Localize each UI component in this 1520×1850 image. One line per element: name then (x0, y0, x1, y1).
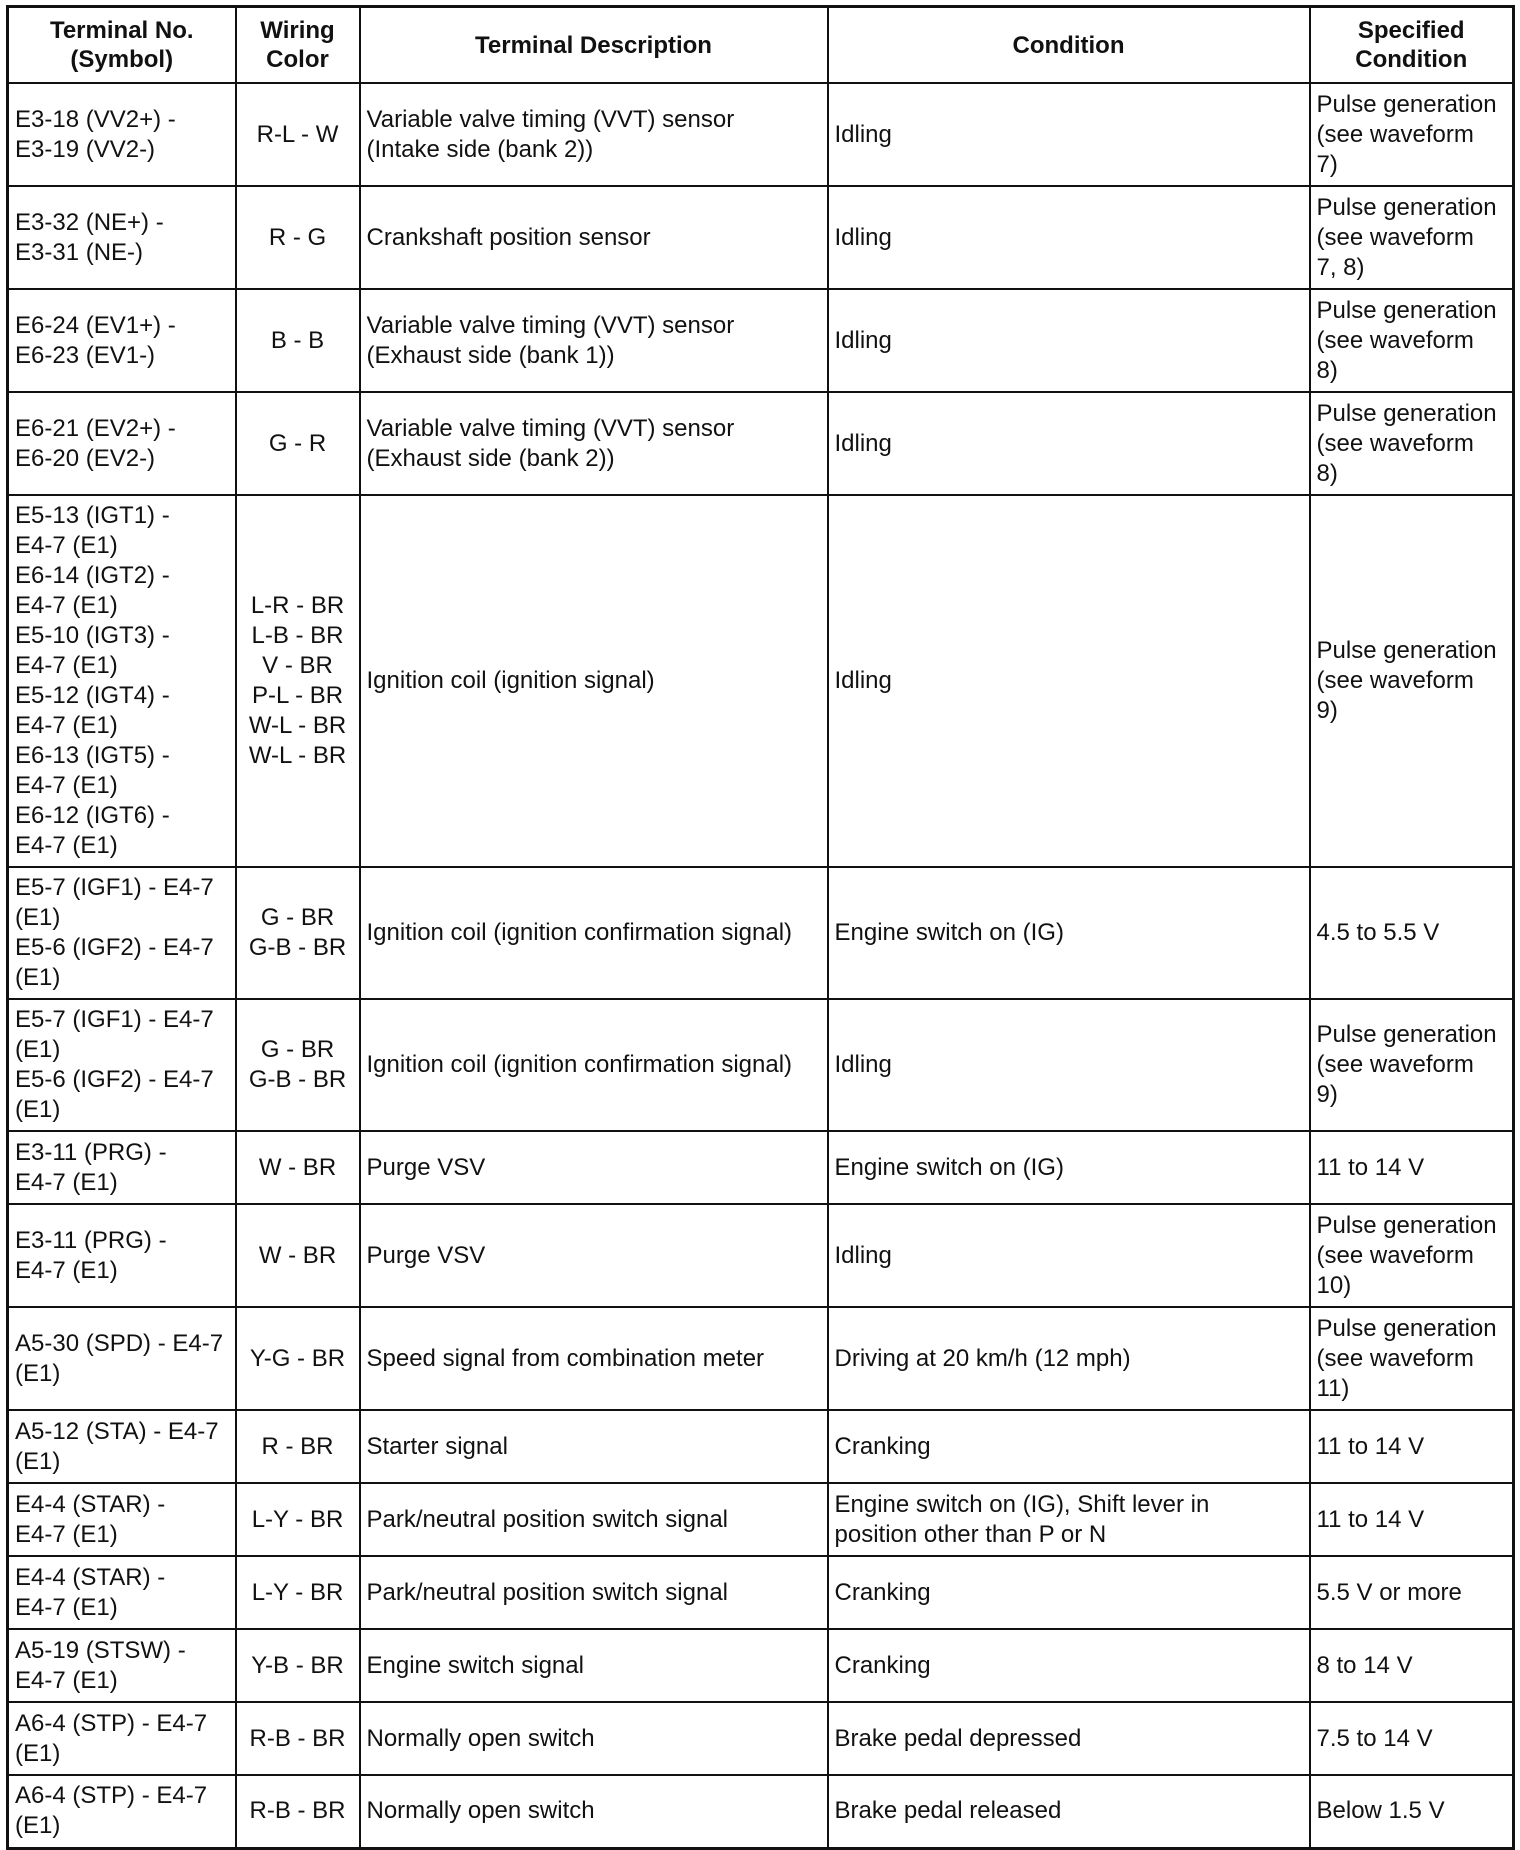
table-row (8, 83, 1514, 186)
cell-specified-condition (1310, 1556, 1514, 1629)
cell-description (360, 1131, 828, 1204)
cell-specified-condition-text: 11 to 14 V (1316, 1153, 1425, 1181)
cell-terminal-text: A6-4 (STP) - E4-7 (E1) (15, 1782, 208, 1840)
cell-wiring-color-text: R - G (268, 223, 327, 251)
cell-description-text: Variable valve timing (VVT) sensor (Intake side (bank 2)) (366, 105, 735, 163)
cell-specified-condition-text: 8 to 14 V (1316, 1651, 1413, 1679)
cell-condition (828, 289, 1310, 392)
table-row (8, 1307, 1514, 1410)
cell-condition (828, 1629, 1310, 1702)
table-row (8, 1131, 1514, 1204)
cell-wiring-color-text: R - BR (261, 1432, 334, 1460)
terminal-spec-table (6, 5, 1515, 1850)
cell-wiring-color-text: W - BR (258, 1153, 337, 1181)
table-row (8, 1204, 1514, 1307)
cell-specified-condition-text: Pulse generation (see waveform 8) (1316, 399, 1497, 487)
cell-description-text: Normally open switch (366, 1797, 595, 1825)
cell-condition (828, 867, 1310, 999)
header-wiring-color: Wiring Color (236, 7, 360, 84)
cell-condition (828, 1775, 1310, 1848)
table-body (8, 83, 1514, 1848)
cell-condition (828, 83, 1310, 186)
header-row (8, 7, 1514, 84)
cell-specified-condition-text: Pulse generation (see waveform 9) (1316, 637, 1497, 724)
cell-condition-text: Idling (834, 667, 892, 694)
cell-terminal-text: E3-11 (PRG) - E4-7 (E1) (15, 1226, 167, 1284)
cell-description (360, 1629, 828, 1702)
cell-terminal-text: E6-24 (EV1+) - E6-23 (EV1-) (15, 311, 176, 369)
cell-condition-text: Engine switch on (IG), Shift lever in position other than P or N (834, 1490, 1210, 1548)
cell-specified-condition-text: Pulse generation (see waveform 8) (1316, 296, 1497, 384)
table-row (8, 1483, 1514, 1556)
table-row (8, 495, 1514, 867)
cell-wiring-color-text: Y-G - BR (249, 1344, 346, 1372)
cell-wiring-color (236, 1629, 360, 1702)
cell-description-text: Ignition coil (ignition signal) (366, 667, 655, 694)
cell-terminal-text: E3-32 (NE+) - E3-31 (NE-) (15, 208, 164, 266)
cell-condition (828, 495, 1310, 867)
cell-description (360, 867, 828, 999)
cell-condition-text: Driving at 20 km/h (12 mph) (834, 1344, 1131, 1372)
cell-wiring-color-text: L-Y - BR (251, 1505, 344, 1533)
cell-terminal-text: E3-18 (VV2+) - E3-19 (VV2-) (15, 105, 176, 163)
cell-description (360, 83, 828, 186)
table-row (8, 1410, 1514, 1483)
cell-specified-condition (1310, 83, 1514, 186)
cell-specified-condition (1310, 1131, 1514, 1204)
cell-terminal (8, 186, 236, 289)
cell-description (360, 1556, 828, 1629)
cell-wiring-color (236, 1307, 360, 1410)
cell-wiring-color-text: B - B (270, 326, 325, 354)
cell-condition-text: Brake pedal depressed (834, 1724, 1082, 1752)
header-terminal-description: Terminal Description (360, 7, 828, 84)
cell-specified-condition-text: 5.5 V or more (1316, 1578, 1462, 1606)
cell-specified-condition (1310, 495, 1514, 867)
cell-terminal-text: E6-21 (EV2+) - E6-20 (EV2-) (15, 414, 176, 472)
cell-condition-text: Idling (834, 223, 892, 251)
cell-condition (828, 1702, 1310, 1775)
cell-specified-condition (1310, 1775, 1514, 1848)
cell-wiring-color (236, 1483, 360, 1556)
cell-wiring-color (236, 1702, 360, 1775)
cell-condition-text: Engine switch on (IG) (834, 919, 1064, 946)
cell-specified-condition (1310, 392, 1514, 495)
cell-specified-condition (1310, 1483, 1514, 1556)
cell-terminal-text: A5-30 (SPD) - E4-7 (E1) (15, 1329, 224, 1387)
cell-specified-condition (1310, 1204, 1514, 1307)
cell-condition (828, 1410, 1310, 1483)
cell-condition (828, 1307, 1310, 1410)
cell-terminal-text: A6-4 (STP) - E4-7 (E1) (15, 1709, 208, 1767)
cell-specified-condition (1310, 1410, 1514, 1483)
cell-description (360, 1483, 828, 1556)
table-row (8, 999, 1514, 1131)
cell-description (360, 495, 828, 867)
cell-terminal (8, 495, 236, 867)
cell-wiring-color-text: L-Y - BR (251, 1578, 344, 1606)
cell-terminal (8, 1483, 236, 1556)
cell-condition (828, 1483, 1310, 1556)
cell-wiring-color (236, 1410, 360, 1483)
cell-specified-condition (1310, 1307, 1514, 1410)
cell-wiring-color-text: R-B - BR (249, 1797, 346, 1825)
cell-description-text: Starter signal (366, 1432, 508, 1460)
table-row (8, 1556, 1514, 1629)
cell-description-text: Variable valve timing (VVT) sensor (Exhaust side (bank 1)) (366, 311, 735, 369)
cell-wiring-color-text: W - BR (258, 1241, 337, 1269)
cell-terminal-text: E3-11 (PRG) - E4-7 (E1) (15, 1138, 167, 1196)
table-row (8, 1702, 1514, 1775)
cell-condition-text: Cranking (834, 1578, 931, 1606)
cell-specified-condition-text: 11 to 14 V (1316, 1432, 1425, 1460)
cell-condition-text: Idling (834, 120, 892, 148)
cell-description-text: Purge VSV (366, 1153, 486, 1181)
cell-terminal (8, 1307, 236, 1410)
cell-condition-text: Idling (834, 1241, 892, 1269)
cell-description (360, 1410, 828, 1483)
cell-terminal (8, 1410, 236, 1483)
cell-description-text: Ignition coil (ignition confirmation signal) (366, 919, 793, 946)
cell-terminal (8, 1131, 236, 1204)
table-row (8, 392, 1514, 495)
table-row (8, 289, 1514, 392)
cell-condition (828, 1556, 1310, 1629)
cell-terminal (8, 1775, 236, 1848)
cell-condition-text: Idling (834, 429, 892, 457)
cell-terminal-text: E5-7 (IGF1) - E4-7 (E1) E5-6 (IGF2) - E4-7 (E1) (15, 874, 214, 991)
cell-condition (828, 1131, 1310, 1204)
cell-specified-condition-text: Pulse generation (see waveform 7) (1316, 90, 1497, 178)
cell-wiring-color (236, 1204, 360, 1307)
cell-terminal (8, 867, 236, 999)
cell-condition-text: Cranking (834, 1432, 931, 1460)
table-row (8, 186, 1514, 289)
cell-specified-condition-text: Pulse generation (see waveform 11) (1316, 1314, 1497, 1402)
cell-specified-condition-text: 11 to 14 V (1316, 1505, 1425, 1533)
cell-description-text: Crankshaft position sensor (366, 223, 651, 251)
cell-specified-condition (1310, 1629, 1514, 1702)
cell-wiring-color (236, 999, 360, 1131)
cell-terminal-text: E4-4 (STAR) - E4-7 (E1) (15, 1563, 166, 1621)
cell-specified-condition-text: Pulse generation (see waveform 9) (1316, 1021, 1497, 1108)
cell-specified-condition-text: Pulse generation (see waveform 10) (1316, 1211, 1497, 1299)
cell-terminal-text: E4-4 (STAR) - E4-7 (E1) (15, 1490, 166, 1548)
cell-specified-condition (1310, 186, 1514, 289)
cell-description-text: Engine switch signal (366, 1651, 584, 1679)
cell-wiring-color-text: G - BR G-B - BR (248, 1036, 347, 1093)
cell-condition (828, 1204, 1310, 1307)
header-terminal-no: Terminal No. (Symbol) (8, 7, 236, 84)
cell-specified-condition (1310, 867, 1514, 999)
header-condition: Condition (828, 7, 1310, 84)
cell-condition-text: Cranking (834, 1651, 931, 1679)
cell-description-text: Normally open switch (366, 1724, 595, 1752)
cell-description-text: Purge VSV (366, 1241, 486, 1269)
cell-description-text: Speed signal from combination meter (366, 1344, 765, 1372)
header-specified-condition: Specified Condition (1310, 7, 1514, 84)
cell-wiring-color (236, 83, 360, 186)
cell-condition-text: Idling (834, 326, 892, 354)
cell-condition-text: Engine switch on (IG) (834, 1153, 1064, 1181)
cell-condition (828, 186, 1310, 289)
cell-specified-condition-text: Below 1.5 V (1316, 1797, 1445, 1825)
cell-wiring-color (236, 392, 360, 495)
cell-wiring-color (236, 186, 360, 289)
cell-terminal (8, 83, 236, 186)
cell-wiring-color (236, 1556, 360, 1629)
table-row (8, 1775, 1514, 1848)
cell-condition (828, 392, 1310, 495)
cell-description (360, 1702, 828, 1775)
cell-terminal (8, 1204, 236, 1307)
cell-wiring-color-text: R-L - W (256, 120, 339, 148)
cell-specified-condition-text: Pulse generation (see waveform 7, 8) (1316, 193, 1497, 281)
cell-description (360, 999, 828, 1131)
cell-terminal-text: A5-19 (STSW) - E4-7 (E1) (15, 1636, 186, 1694)
cell-wiring-color (236, 867, 360, 999)
cell-wiring-color-text: G - BR G-B - BR (248, 904, 347, 961)
cell-wiring-color (236, 495, 360, 867)
cell-description-text: Park/neutral position switch signal (366, 1578, 729, 1606)
cell-wiring-color (236, 1775, 360, 1848)
cell-wiring-color (236, 1131, 360, 1204)
table-row (8, 867, 1514, 999)
cell-wiring-color (236, 289, 360, 392)
cell-description (360, 186, 828, 289)
cell-condition (828, 999, 1310, 1131)
cell-description (360, 392, 828, 495)
cell-description-text: Park/neutral position switch signal (366, 1505, 729, 1533)
cell-terminal (8, 289, 236, 392)
cell-terminal (8, 1629, 236, 1702)
table-row (8, 1629, 1514, 1702)
cell-specified-condition (1310, 1702, 1514, 1775)
cell-specified-condition-text: 4.5 to 5.5 V (1316, 919, 1440, 946)
cell-terminal (8, 392, 236, 495)
cell-terminal-text: A5-12 (STA) - E4-7 (E1) (15, 1417, 219, 1475)
cell-terminal-text: E5-7 (IGF1) - E4-7 (E1) E5-6 (IGF2) - E4-7 (E1) (15, 1006, 214, 1123)
cell-wiring-color-text: L-R - BR L-B - BR V - BR P-L - BR W-L - BR W-L - BR (248, 592, 347, 769)
cell-terminal (8, 1556, 236, 1629)
cell-description (360, 289, 828, 392)
cell-description (360, 1204, 828, 1307)
cell-description (360, 1775, 828, 1848)
cell-specified-condition (1310, 999, 1514, 1131)
cell-wiring-color-text: Y-B - BR (251, 1651, 344, 1679)
cell-terminal (8, 999, 236, 1131)
cell-wiring-color-text: R-B - BR (249, 1724, 346, 1752)
cell-description-text: Ignition coil (ignition confirmation signal) (366, 1051, 793, 1078)
cell-terminal-text: E5-13 (IGT1) - E4-7 (E1) E6-14 (IGT2) - E4-7 (E1) E5-10 (IGT3) - E4-7 (E1) E5-12 (IGT4) - E4-7 (E1) E6-13 (IGT5) - E4-7 (E1) E6-12 (IGT6) - E4-7 (E1) (15, 502, 170, 859)
cell-wiring-color-text: G - R (268, 429, 327, 457)
cell-condition-text: Idling (834, 1051, 892, 1078)
cell-specified-condition (1310, 289, 1514, 392)
cell-condition-text: Brake pedal released (834, 1797, 1062, 1825)
cell-description-text: Variable valve timing (VVT) sensor (Exhaust side (bank 2)) (366, 414, 735, 472)
cell-specified-condition-text: 7.5 to 14 V (1316, 1724, 1433, 1752)
cell-terminal (8, 1702, 236, 1775)
cell-description (360, 1307, 828, 1410)
